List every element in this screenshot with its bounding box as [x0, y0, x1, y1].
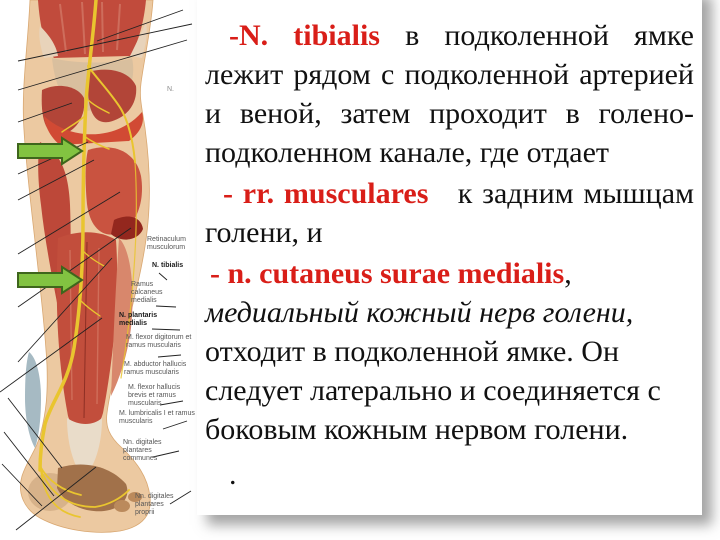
text-segment-plain: к задним мышцам голени, и — [205, 177, 694, 249]
figure-label-ramus-calcaneus: Ramus calcaneus medialis — [131, 281, 163, 304]
paragraph-0 — [205, 16, 694, 172]
anatomy-figure — [0, 0, 200, 540]
text-panel — [197, 0, 702, 515]
figure-label-n: N. — [167, 86, 174, 93]
text-segment-latin-term: - n. cutaneus surae medialis — [210, 257, 565, 290]
text-segment-plain: в подколенной ямке лежит рядом с подколенной артерией и веной, затем проходит в голено-подколенном канале, где отдает — [205, 19, 694, 169]
text-segment-plain: , — [564, 257, 572, 290]
figure-label-retinaculum: Retinaculum musculorum — [147, 236, 186, 251]
figure-label-digitales-communes: Nn. digitales plantares communes — [123, 439, 162, 462]
text-segment-latin-term: -N. tibialis — [229, 19, 380, 52]
text-segment-plain: отходит в подколенной ямке. Он следует латерально и соединяется с боковым кожным нервом голени. — [205, 335, 661, 446]
figure-label-n-tibialis: N. tibialis — [152, 262, 184, 269]
text-segment-latin-term: - rr. musculares — [223, 177, 429, 210]
figure-label-lumbricalis: M. lumbricalis I et ramus muscularis — [119, 410, 195, 425]
figure-label-flexor-hallucis: M. flexor hallucis brevis et ramus muscularis — [128, 384, 181, 407]
figure-label-flexor-digitorum: M. flexor digitorum et ramus muscularis — [126, 334, 192, 349]
paragraph-2 — [205, 254, 694, 449]
text-segment-italic-translation: медиальный кожный нерв голени, — [205, 296, 634, 329]
paragraph-3 — [205, 455, 694, 494]
figure-label-abductor-hallucis: M. abductor hallucis ramus muscularis — [124, 361, 187, 376]
text-segment-plain: . — [229, 458, 237, 491]
panel-paragraphs — [205, 16, 694, 494]
figure-label-n-plantaris: N. plantaris medialis — [119, 312, 158, 327]
paragraph-1 — [205, 174, 694, 252]
figure-label-digitales-proprii: Nn. digitales plantares proprii — [135, 493, 174, 516]
